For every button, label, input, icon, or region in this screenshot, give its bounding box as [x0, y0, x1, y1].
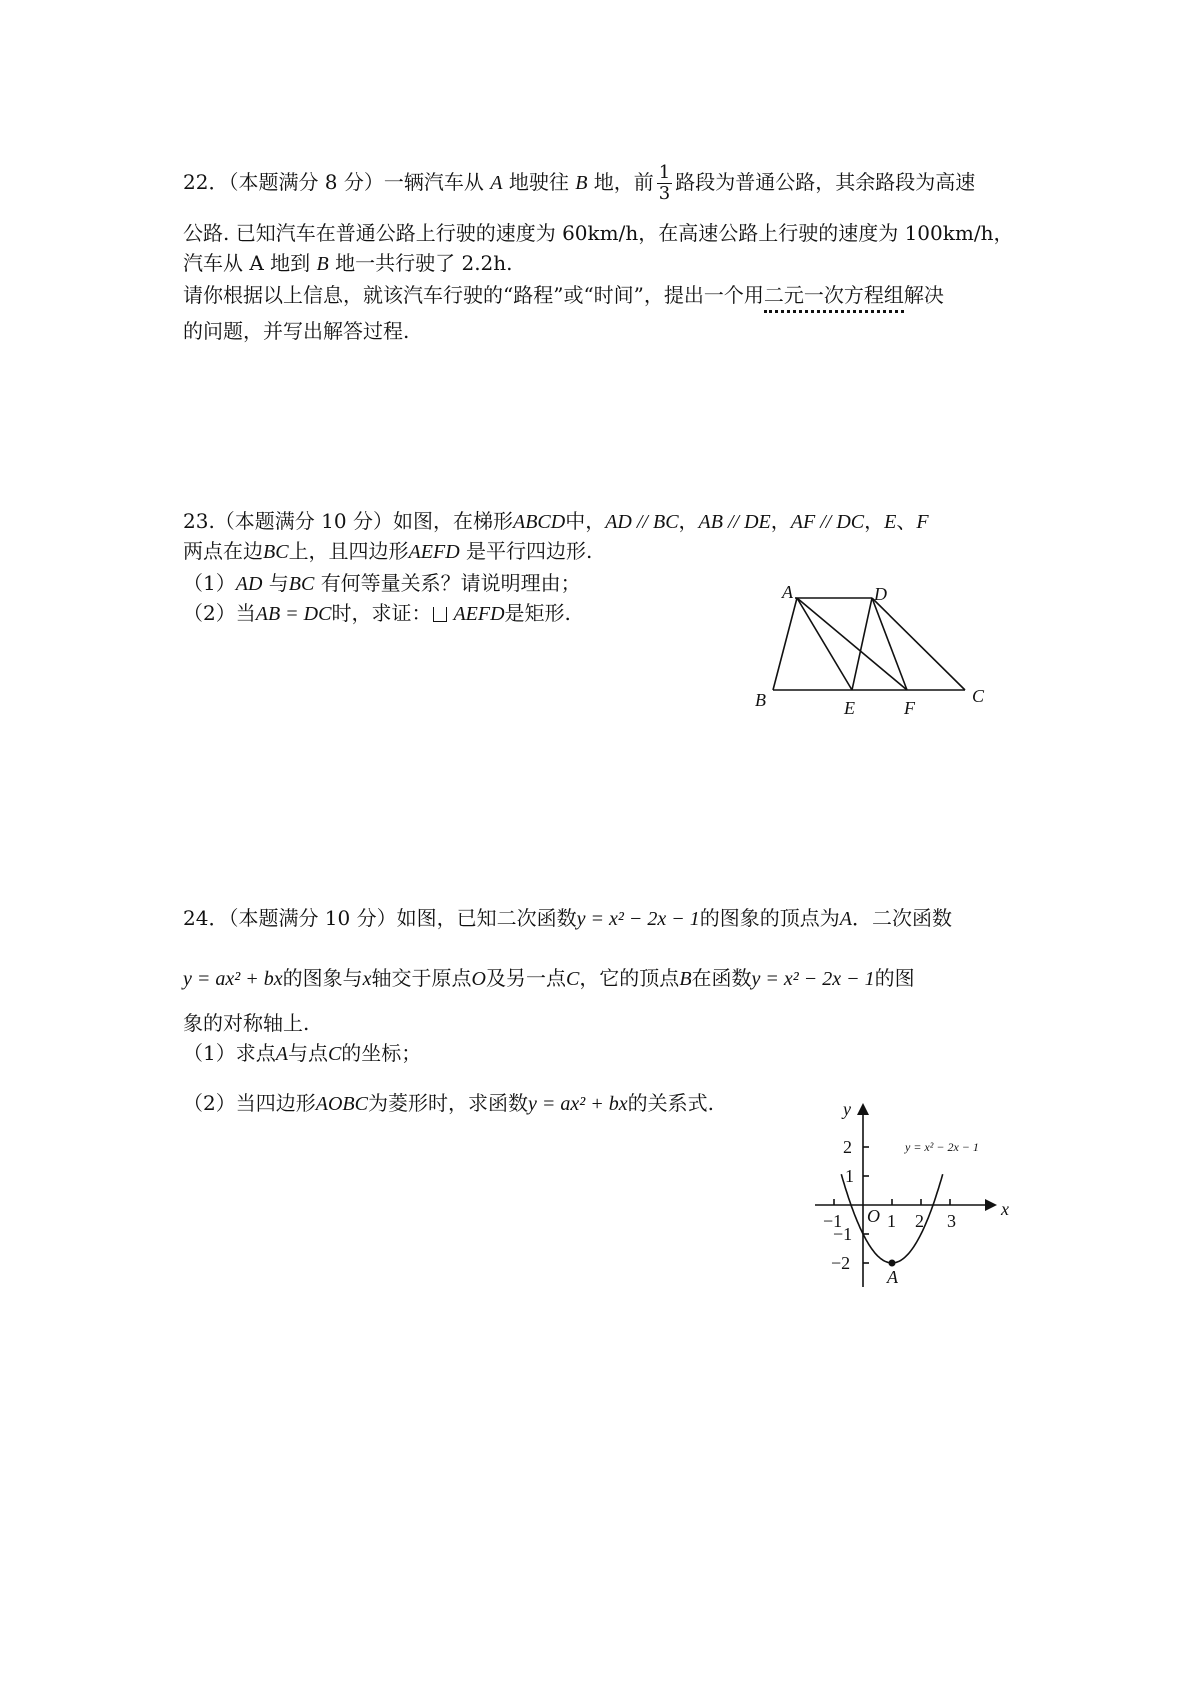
q24-text: 及另一点 — [485, 966, 566, 990]
q22-line-1 — [183, 163, 975, 204]
q24-text: 的图象的顶点为 — [699, 906, 840, 930]
label-f: F — [904, 698, 915, 718]
var-a: A — [839, 908, 852, 930]
q22-line-5: 的问题，并写出解答过程. — [183, 319, 410, 343]
q23-part-1 — [183, 570, 581, 597]
q22-text: 地，前 — [593, 170, 654, 194]
q23-text: 是平行四边形. — [466, 539, 593, 563]
ytick-label: 2 — [843, 1137, 852, 1157]
q23-text: （1） — [183, 571, 236, 595]
q22-text: 解决 — [903, 283, 944, 307]
q22-text: 地驶往 — [508, 170, 569, 194]
xtick-label: 2 — [915, 1211, 924, 1231]
ytick-label: −1 — [833, 1224, 853, 1244]
var-abcd: ABCD — [512, 511, 566, 533]
sep: ， — [770, 509, 791, 533]
q22-text: 汽车从 — [183, 251, 243, 275]
q22-text: 路段为普通公路，其余路段为高速 — [675, 170, 976, 194]
q23-text: 与 — [268, 571, 289, 595]
y-label: y — [843, 1099, 851, 1119]
label-e: E — [844, 698, 855, 718]
cond-1: AD // BC — [605, 511, 679, 533]
emphasis-text: 二元一次方程组 — [764, 283, 904, 313]
var-a: A — [249, 251, 264, 275]
q24-text: 的图象与 — [282, 966, 363, 990]
parallelogram-symbol-icon — [433, 607, 447, 622]
curve-label: y = x² − 2x − 1 — [905, 1140, 979, 1154]
label-b: B — [755, 690, 766, 710]
q23-line-2 — [183, 538, 592, 565]
q24-part-1 — [183, 1040, 421, 1067]
cond-3: AF // DC — [790, 511, 865, 533]
equation-2: y = ax² + bx — [527, 1093, 628, 1115]
segment-de — [852, 598, 872, 690]
var-a: A — [490, 172, 503, 194]
var-aobc: AOBC — [315, 1093, 368, 1115]
x-axis-arrow-icon — [985, 1199, 997, 1211]
q23-text: 是矩形. — [504, 601, 571, 625]
var-b: B — [316, 253, 329, 275]
q22-line-2: 公路. 已知汽车在普通公路上行驶的速度为 60km/h，在高速公路上行驶的速度为 100km/h， — [183, 221, 1014, 245]
q24-line-1 — [183, 905, 952, 932]
q24-text: 的坐标； — [341, 1041, 422, 1065]
q24-part-2 — [183, 1090, 714, 1117]
segment-af — [797, 598, 907, 690]
q24-text: 24．（本题满分 10 分）如图，已知二次函数 — [183, 906, 577, 930]
q23-text: 两点在边 — [183, 539, 263, 563]
label-a: A — [782, 582, 793, 602]
q24-text: （1）求点 — [183, 1041, 276, 1065]
q24-text: （2）当四边形 — [183, 1091, 316, 1115]
q22-text: 请你根据以上信息，就该汽车行驶的“路程”或“时间”，提出一个用 — [183, 283, 764, 307]
q22-text: 地一共行驶了 2.2h. — [335, 251, 513, 275]
ytick-label: 1 — [845, 1166, 854, 1186]
q24-text: 轴交于原点 — [371, 966, 472, 990]
fraction-one-third — [657, 163, 672, 204]
var-b: B — [679, 968, 692, 990]
q22-line-4 — [183, 282, 944, 308]
var-x: x — [362, 968, 372, 990]
xtick-label: 3 — [947, 1211, 956, 1231]
y-axis-arrow-icon — [857, 1103, 869, 1115]
q23-text: 有何等量关系？请说明理由； — [320, 571, 581, 595]
q22-line-3 — [183, 250, 513, 277]
q24-line-3: 象的对称轴上. — [183, 1011, 310, 1035]
var-aefd: AEFD — [453, 603, 505, 625]
segment-dc — [872, 598, 965, 690]
var-o: O — [471, 968, 486, 990]
ytick-label: −2 — [831, 1253, 851, 1273]
q22-number: 22． — [183, 170, 229, 194]
q22-text: 一辆汽车从 — [383, 170, 484, 194]
var-c: C — [565, 968, 580, 990]
vertex-point — [889, 1260, 896, 1267]
var-a: A — [275, 1043, 288, 1065]
q23-text: （2）当 — [183, 601, 256, 625]
var-bc: BC — [288, 573, 315, 595]
cond-2: AB // DE — [698, 511, 771, 533]
var-b: B — [575, 172, 588, 194]
segment-ab — [773, 598, 797, 690]
frac-num: 1 — [658, 162, 671, 183]
q22-text: 地到 — [270, 251, 311, 275]
q24-line-2 — [183, 965, 915, 992]
frac-den: 3 — [658, 183, 671, 204]
sep: 、 — [896, 509, 917, 533]
q23-text: 23.（本题满分 10 分）如图，在梯形 — [183, 509, 513, 533]
trapezoid-figure — [755, 580, 1000, 720]
eq-ab-dc: AB = DC — [255, 603, 332, 625]
label-c: C — [972, 686, 985, 706]
var-e: E — [884, 511, 897, 533]
segment-ae — [797, 598, 852, 690]
q23-text: 上，且四边形 — [288, 539, 409, 563]
q23-text: 时，求证： — [331, 601, 432, 625]
vertex-label: A — [887, 1267, 898, 1287]
label-d: D — [874, 584, 887, 604]
parabola-graph — [805, 1095, 1025, 1295]
var-ad: AD — [235, 573, 263, 595]
var-aefd: AEFD — [408, 541, 460, 563]
sep: ， — [678, 509, 699, 533]
var-f: F — [916, 511, 929, 533]
sep: ， — [864, 509, 885, 533]
equation-2: y = ax² + bx — [183, 968, 283, 990]
q23-part-2 — [183, 600, 571, 627]
origin-label: O — [867, 1206, 880, 1226]
var-c: C — [327, 1043, 342, 1065]
q24-text: ，它的顶点 — [579, 966, 680, 990]
q23-text: 中， — [565, 509, 606, 533]
x-label: x — [1001, 1199, 1009, 1219]
q23-line-1 — [183, 508, 929, 535]
equation-1: y = x² − 2x − 1 — [576, 908, 700, 930]
var-bc: BC — [263, 541, 289, 563]
q24-text: 在函数 — [691, 966, 752, 990]
xtick-label: −1 — [823, 1211, 843, 1231]
xtick-label: 1 — [887, 1211, 896, 1231]
q24-text: 的关系式. — [627, 1091, 714, 1115]
q22-points: （本题满分 8 分） — [228, 170, 384, 194]
q24-text: 为菱形时，求函数 — [367, 1091, 528, 1115]
q24-text: ．二次函数 — [851, 906, 952, 930]
equation-1: y = x² − 2x − 1 — [751, 968, 875, 990]
q24-text: 的图 — [874, 966, 915, 990]
q24-text: 与点 — [287, 1041, 328, 1065]
